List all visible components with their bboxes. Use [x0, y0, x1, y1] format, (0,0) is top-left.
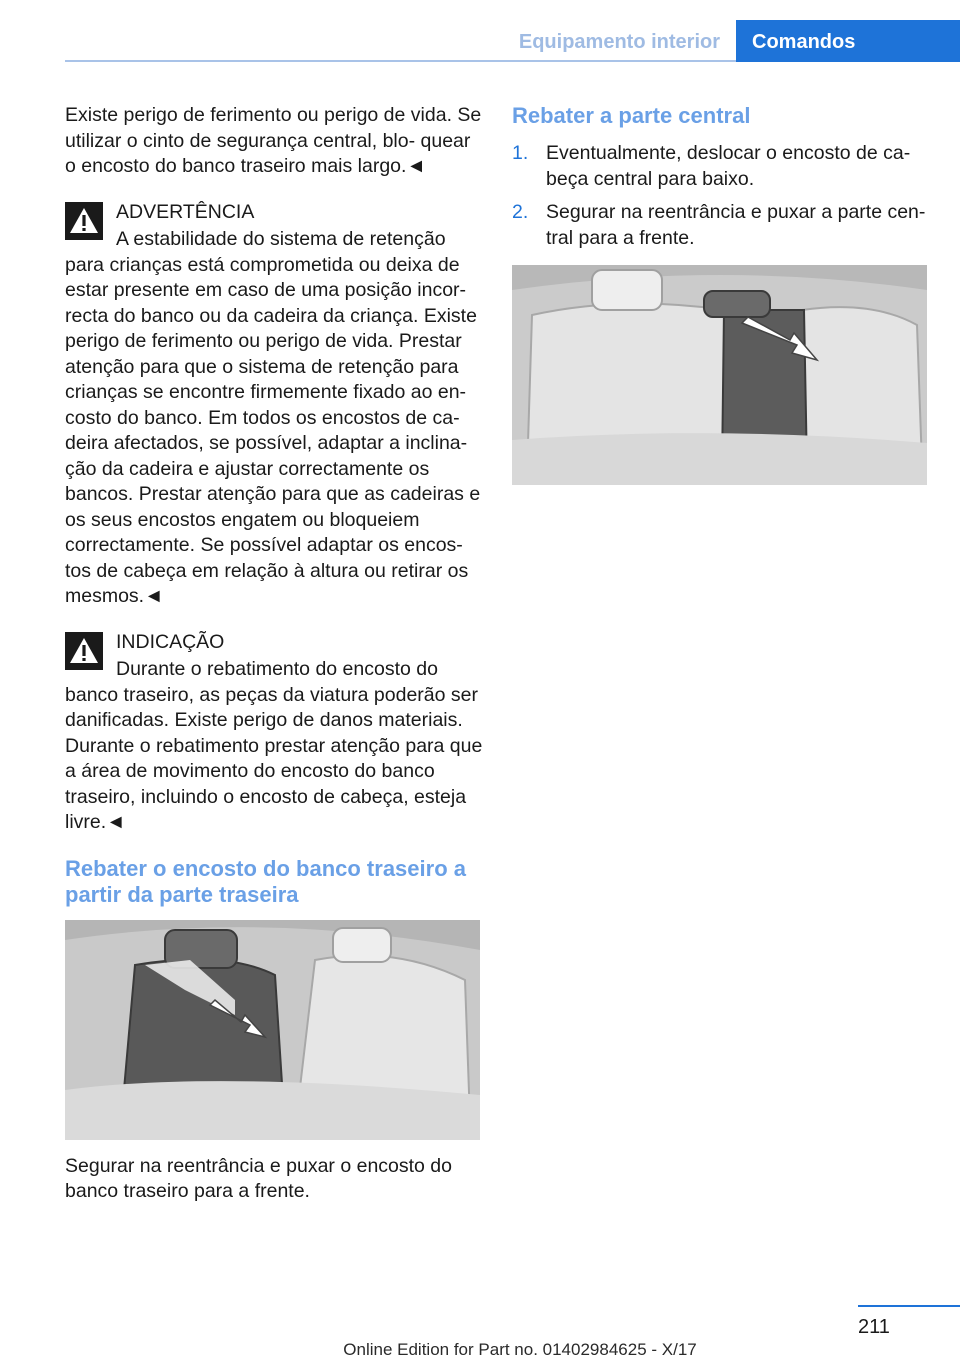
warning-body: A estabilidade do sistema de retenção para crianças está comprometida ou deixa de estar presente em caso de uma posição incor- recta do banco ou da cadeira da criança. Existe perigo de ferimento ou perigo de vida. Prestar atenção para que o sistema de retenção para crianças se encontre firmemente fixado ao en- costo do banco. Em todos os encostos de ca- deira afectados, se possível, adaptar a inclina- ção da cadeira e ajustar correctamente os bancos. Prestar atenção para que as cadeiras e os seus encostos engatem ou bloqueiem correctamente. Se possível adaptar os encos- tos de cabeça em relação à altura ou retirar os mesmos.◄: [65, 228, 481, 607]
list-item: [512, 141, 930, 192]
step-number: 2.: [512, 201, 529, 223]
intro-text: Existe perigo de ferimento ou perigo de vida. Se utilizar o cinto de segurança central, blo- quear o encosto do banco traseiro mais largo.◄: [65, 104, 482, 177]
page-number: 211: [858, 1316, 890, 1338]
warning-triangle-icon: [65, 632, 103, 670]
center-section-illustration: [512, 265, 927, 485]
warning-title: ADVERTÊNCIA: [116, 200, 255, 223]
header-section-title: Equipamento interior: [518, 31, 720, 53]
edition-footer: Online Edition for Part no. 01402984625 - X/17: [343, 1340, 697, 1359]
list-item: [512, 200, 930, 251]
section-heading-center-fold: Rebater a parte central: [512, 103, 751, 128]
right-column: [512, 103, 930, 485]
step-number: 1.: [512, 142, 529, 164]
left-column: [65, 103, 483, 1225]
rear-seat-illustration: [65, 920, 480, 1140]
warning-title: INDICAÇÃO: [116, 630, 225, 653]
page-header: [0, 0, 960, 62]
step-text: Eventualmente, deslocar o encosto de ca- beça central para baixo.: [546, 142, 911, 190]
step-list: [512, 141, 930, 251]
section-heading-rear-fold: Rebater o encosto do banco traseiro a partir da parte traseira: [65, 855, 466, 907]
header-chapter-tab: Comandos: [736, 20, 960, 62]
warning-block-indicacao: [65, 630, 483, 836]
warning-body: Durante o rebatimento do encosto do banco traseiro, as peças da viatura poderão ser danificadas. Existe perigo de danos materiais. Durante o rebatimento prestar atenção para que a área de movimento do encosto do banco traseiro, incluindo o encosto de cabeça, esteja livre.◄: [65, 658, 483, 833]
step-text: Segurar na reentrância e puxar a parte cen- tral para a frente.: [546, 201, 926, 249]
footer-rule: [858, 1305, 960, 1307]
warning-triangle-icon: [65, 202, 103, 240]
warning-block-advertencia: [65, 200, 483, 610]
figure-caption: Segurar na reentrância e puxar o encosto do banco traseiro para a frente.: [65, 1154, 453, 1202]
